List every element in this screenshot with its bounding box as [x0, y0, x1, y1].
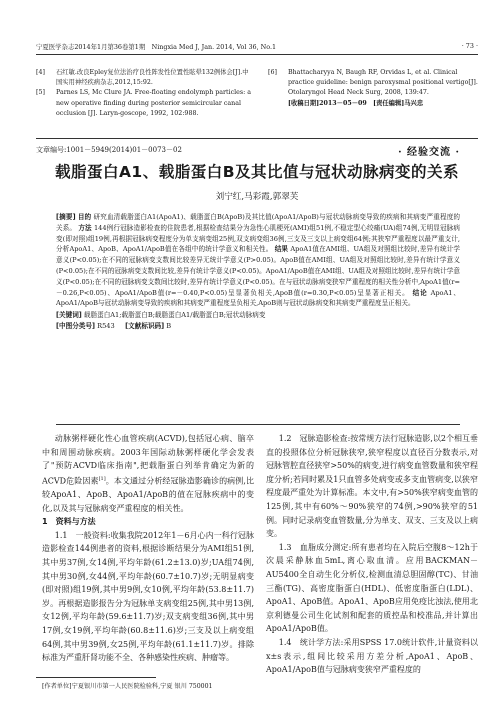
references-left	[36, 68, 251, 119]
running-header	[36, 42, 478, 54]
abstract-results: ApoA1值在AMI组、UA组及对照组比较时,差异有统计学意义(P<0.05);在不同的冠脉病变支数间比较差异无统计学意义(P>0.05)。ApoB值在AMI组、UA组及对照组比较时,差异有统计学意义(P<0.05);在不同的冠脉病变支数间比较,差异有统计学意义(P<0.05)。ApoA1/ApoB值在AMI组、UA组及对照组比较时,差异有统计学意义(P<0.05);在不同的冠脉病变支数间比较时,差异有统计学意义(P<0.05)。在与冠状动脉病变狭窄严重程度的相关性分析中,ApoA1值(r=－0.26,P<0.05)、ApoA1/ApoB值(r=－0.40,P<0.05)呈显著负相关,ApoB值(r=0.30,P<0.05)呈显著正相关。	[56, 245, 460, 297]
abstract-label: [摘要]	[56, 213, 76, 221]
conclusion-label: 结论	[412, 288, 428, 297]
abstract-purpose: 研究血清载脂蛋白A1(ApoA1)、载脂蛋白B(ApoB)及其比值(ApoA1/ApoB)与冠状动脉病变导致的疾病和其病变严重程度的关系。	[56, 213, 461, 232]
paragraph-1-3: 1.3 血脂成分测定:所有患者均在入院后空腹8～12h于次晨采静脉血5mL,离心取血清。应用BACKMAN－AU5400全自动生化分析仪,检测血清总胆固醇(TC)、甘油三酯(TG)、高密度脂蛋白(HDL)、低密度脂蛋白(LDL)、ApoA1、ApoB值。ApoA1、ApoB应用免疫比浊法,使用北京利德曼公司生化试剂和配套的质控品和校准品,并计算出ApoA1/ApoB值。	[266, 542, 478, 634]
results-label: 结果	[274, 245, 289, 254]
paragraph-1-2: 1.2 冠脉造影检查:按常规方法行冠脉造影,以2个相互垂直的投照体位分析冠脉狭窄,狭窄程度以直径百分数表示,对冠脉管腔直径狭窄>50%的病变,进行病变血管数量和狭窄程度分析;若同时累及1只血管多处病变或多支血管病变,以狭窄程度最严重处为计算标准。本文中,有>50%狭窄病变血管的125例,其中有60%～90%狭窄的74例,>90%狭窄的51例。同时记录病变血管数量,分为单支、双支、三支及以上病变。	[266, 434, 478, 539]
abstract-rule	[56, 424, 460, 425]
references-right	[268, 68, 478, 109]
abstract	[56, 212, 460, 332]
abstract-methods: 144例行冠脉造影检查的住院患者,根据检查结果分为急性心肌梗死(AMI)组51例,不稳定型心绞痛(UA)组74例,无明显冠脉病变(即对照)组19例,再根据冠脉病变程度分为单支病变组25例,双支病变组36例,三支及三支以上病变组64例;其狭窄严重程度以最严重支计,分析ApoA1、ApoB、ApoA1/ApoB值在各组中的统计学意义和相关性。	[56, 223, 461, 254]
purpose-label: 目的	[77, 213, 92, 221]
body-column-left	[42, 432, 254, 665]
header-journal-info: 宁夏医学杂志2014年1月第36卷第1期 Ningxia Med J, Jan. 2014, Vol 36, No.1	[36, 43, 277, 51]
footnote-rule	[36, 677, 156, 678]
citation: [1]	[98, 475, 106, 482]
section-tag: · 经验交流 ·	[398, 147, 460, 158]
abstract-conclusion: ApoA1、ApoA1/ApoB与冠状动脉病变导致的疾病和其病变严重程度呈负相关,ApoB则与冠状动脉病变和其病变严重程度呈正相关。	[56, 288, 460, 308]
paragraph-1-4: 1.4 统计学方法:采用SPSS 17.0统计软件,计量资料以x±s表示,组间比较采用方差分析,ApoA1、ApoB、ApoA1/ApoB值与冠脉病变狭窄严重程度的	[266, 637, 478, 675]
reference-item: [6] Bhattacharyya N, Baugh RF, Orvidas L, et al. Clinical practice guideline: benign paroxysmal positional vertigo[J]. Otolaryngol Head Neck Surg, 2008, 139:47.	[268, 69, 478, 97]
received-date: [收稿日期]2013－05－09 [责任编辑]马兴忠	[288, 99, 424, 107]
reference-item: [4] 石红敏.改良Epley复位法治疗良性阵发性位置性眩晕132例体会[J].中国实用神经疾病杂志,2012,15:92.	[36, 69, 249, 87]
intro-paragraph: 动脉粥样硬化性心血管疾病(ACVD),包括冠心病、脑卒中和周围动脉疾病。2003年国际动脉粥样硬化学会发表了"预防ACVD临床指南",把载脂蛋白列举肯确定为新的ACVD危险因素[1]。本文通过分析经冠脉造影确诊的病例,比较ApoA1、ApoB、ApoA1/ApoB的值在冠脉疾病中的变化,以及其与冠脉病变严重程度的相关性。	[42, 434, 254, 513]
article-number: 文章编号:1001－5949(2014)01－0073－02	[36, 146, 182, 154]
keywords: [关键词] 载脂蛋白A1;载脂蛋白B;载脂蛋白A1/载脂蛋白B;冠状动脉病变	[56, 311, 266, 320]
section-rule	[36, 138, 478, 139]
header-page-number: · 73 ·	[461, 42, 478, 50]
author-affiliation-footnote: [作者单位]宁夏银川市第一人民医院检验科,宁夏 银川 750001	[42, 683, 213, 690]
methods-label: 方法	[78, 223, 92, 232]
paragraph-1-1: 1.1 一般资料:收集我院2012年1－6月心内一科行冠脉造影检查144例患者的资料,根据诊断结果分为AMI组51例,其中男37例,女14例,平均年龄(61.2±13.0)岁;UA组74例,其中男30例,女44例,平均年龄(60.7±10.7)岁;无明显病变(即对照)组19例,其中男9例,女10例,平均年龄(53.8±11.7)岁。再根据造影报告分为冠脉单支病变组25例,其中男13例,女12例,平均年龄(59.6±11.7)岁;双支病变组36例,其中男17例,女19例,平均年龄(60.8±11.6)岁;三支及以上病变组64例,其中男39例,女25例,平均年龄(61.1±11.7)岁。排除标准为严重肝肾功能不全、各种感染性疾病、肿瘤等。	[42, 530, 254, 663]
article-authors: 刘宁红,马彩霞,郭翠芙	[215, 192, 299, 202]
article-title: 载脂蛋白A1、载脂蛋白B及其比值与冠状动脉病变的关系	[54, 163, 460, 181]
reference-item: [5] Parnes LS, Mc Clure JA. Free-floating endolymph particles: a new operative finding during posterior semicircular canal occlusion [J]. Laryn-goscope, 1992, 102:988.	[36, 89, 251, 117]
body-column-right	[266, 432, 478, 677]
section-heading: 1 资料与方法	[42, 517, 96, 527]
header-rule	[36, 54, 478, 55]
classification: [中图分类号] R543 [文献标识码] B	[56, 321, 172, 330]
